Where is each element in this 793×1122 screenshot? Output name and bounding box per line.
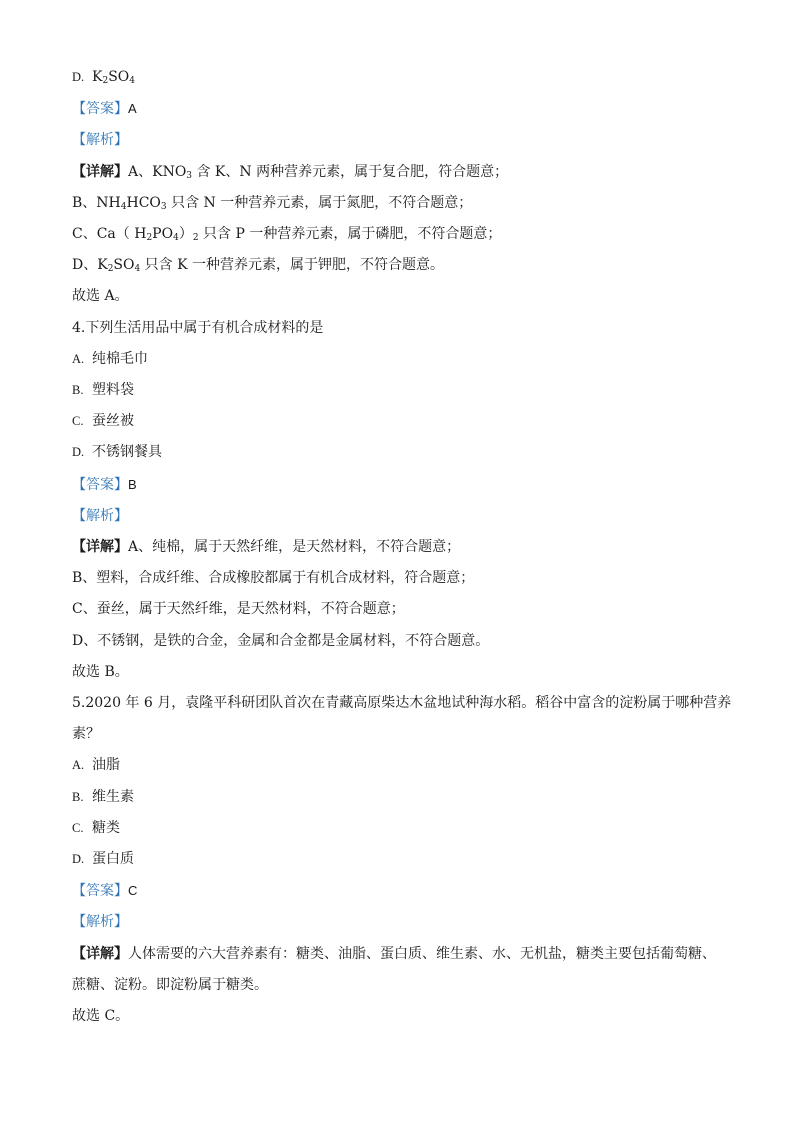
q5-detail-line-2: 蔗糖、淀粉。即淀粉属于糖类。: [72, 976, 268, 993]
q5-option-c: C. 糖类: [72, 819, 120, 836]
q4-detail-line-1: 【详解】A、纯棉，属于天然纤维，是天然材料，不符合题意；: [72, 539, 461, 556]
answer-value: A: [128, 101, 137, 117]
q4-detail-line-3: C、蚕丝，属于天然纤维，是天然材料，不符合题意；: [72, 601, 405, 618]
option-text: $K_2SO_4$: [92, 69, 136, 86]
q4-option-b: B. 塑料袋: [72, 382, 134, 399]
q3-option-d: [72, 62, 732, 93]
q4-answer: [72, 469, 732, 501]
q3-detail-line-3: C、Ca（ $H_2PO_4)_2$ 只含 P 一种营养元素，属于磷肥，不符合题意；: [72, 226, 502, 244]
q5-stem-line-2: 素？: [72, 726, 100, 743]
q4-detail-line-4: D、不锈钢，是铁的合金，金属和合金都是金属材料，不符合题意。: [72, 632, 490, 649]
q3-detail-line-1: 【详解】A、$KNO_3$ 含 K、N 两种营养元素，属于复合肥，符合题意；: [72, 163, 509, 181]
detail-tag: 【详解】: [72, 163, 128, 180]
q5-analysis-tag: 【解析】: [72, 914, 128, 931]
q5-stem-line-1: 5.2020 年 6 月，袁隆平科研团队首次在青藏高原柴达木盆地试种海水稻。稻谷中富含的淀粉属于哪种营养: [72, 695, 732, 712]
q4-option-c: C. 蚕丝被: [72, 413, 134, 430]
q5-option-d: D. 蛋白质: [72, 851, 134, 868]
q4-conclusion: 故选 B。: [72, 663, 129, 680]
detail-tag: 【详解】: [72, 539, 128, 556]
answer-tag: 【答案】: [72, 101, 128, 118]
q4-analysis-tag: 【解析】: [72, 507, 128, 524]
option-letter: D.: [72, 70, 85, 84]
answer-value: C: [128, 883, 138, 899]
q4-detail-line-2: B、塑料，合成纤维、合成橡胶都属于有机合成材料，符合题意；: [72, 570, 475, 587]
q3-detail-line-2: B、$NH_4HCO_3$ 只含 N 一种营养元素，属于氮肥，不符合题意；: [72, 194, 473, 212]
q5-conclusion: 故选 C。: [72, 1008, 130, 1025]
answer-tag: 【答案】: [72, 883, 128, 900]
detail-tag: 【详解】: [72, 945, 128, 962]
document-page: [72, 62, 732, 1032]
q5-option-b: B. 维生素: [72, 788, 134, 805]
q3-answer: [72, 93, 732, 125]
q3-conclusion: 故选 A。: [72, 288, 129, 305]
answer-value: B: [128, 476, 137, 492]
q5-option-a: A. 油脂: [72, 757, 120, 774]
answer-tag: 【答案】: [72, 476, 128, 493]
q3-detail-line-4: D、$K_2SO_4$ 只含 K 一种营养元素，属于钾肥，不符合题意。: [72, 257, 445, 275]
q4-option-a: A. 纯棉毛巾: [72, 350, 148, 367]
q3-analysis-tag: 【解析】: [72, 132, 128, 149]
q4-stem: 4.下列生活用品中属于有机合成材料的是: [72, 319, 324, 336]
q5-detail-line-1: 【详解】人体需要的六大营养素有：糖类、油脂、蛋白质、维生素、水、无机盐，糖类主要包括葡萄糖、: [72, 945, 716, 962]
q4-option-d: D. 不锈钢餐具: [72, 444, 162, 461]
q5-answer: [72, 875, 732, 907]
